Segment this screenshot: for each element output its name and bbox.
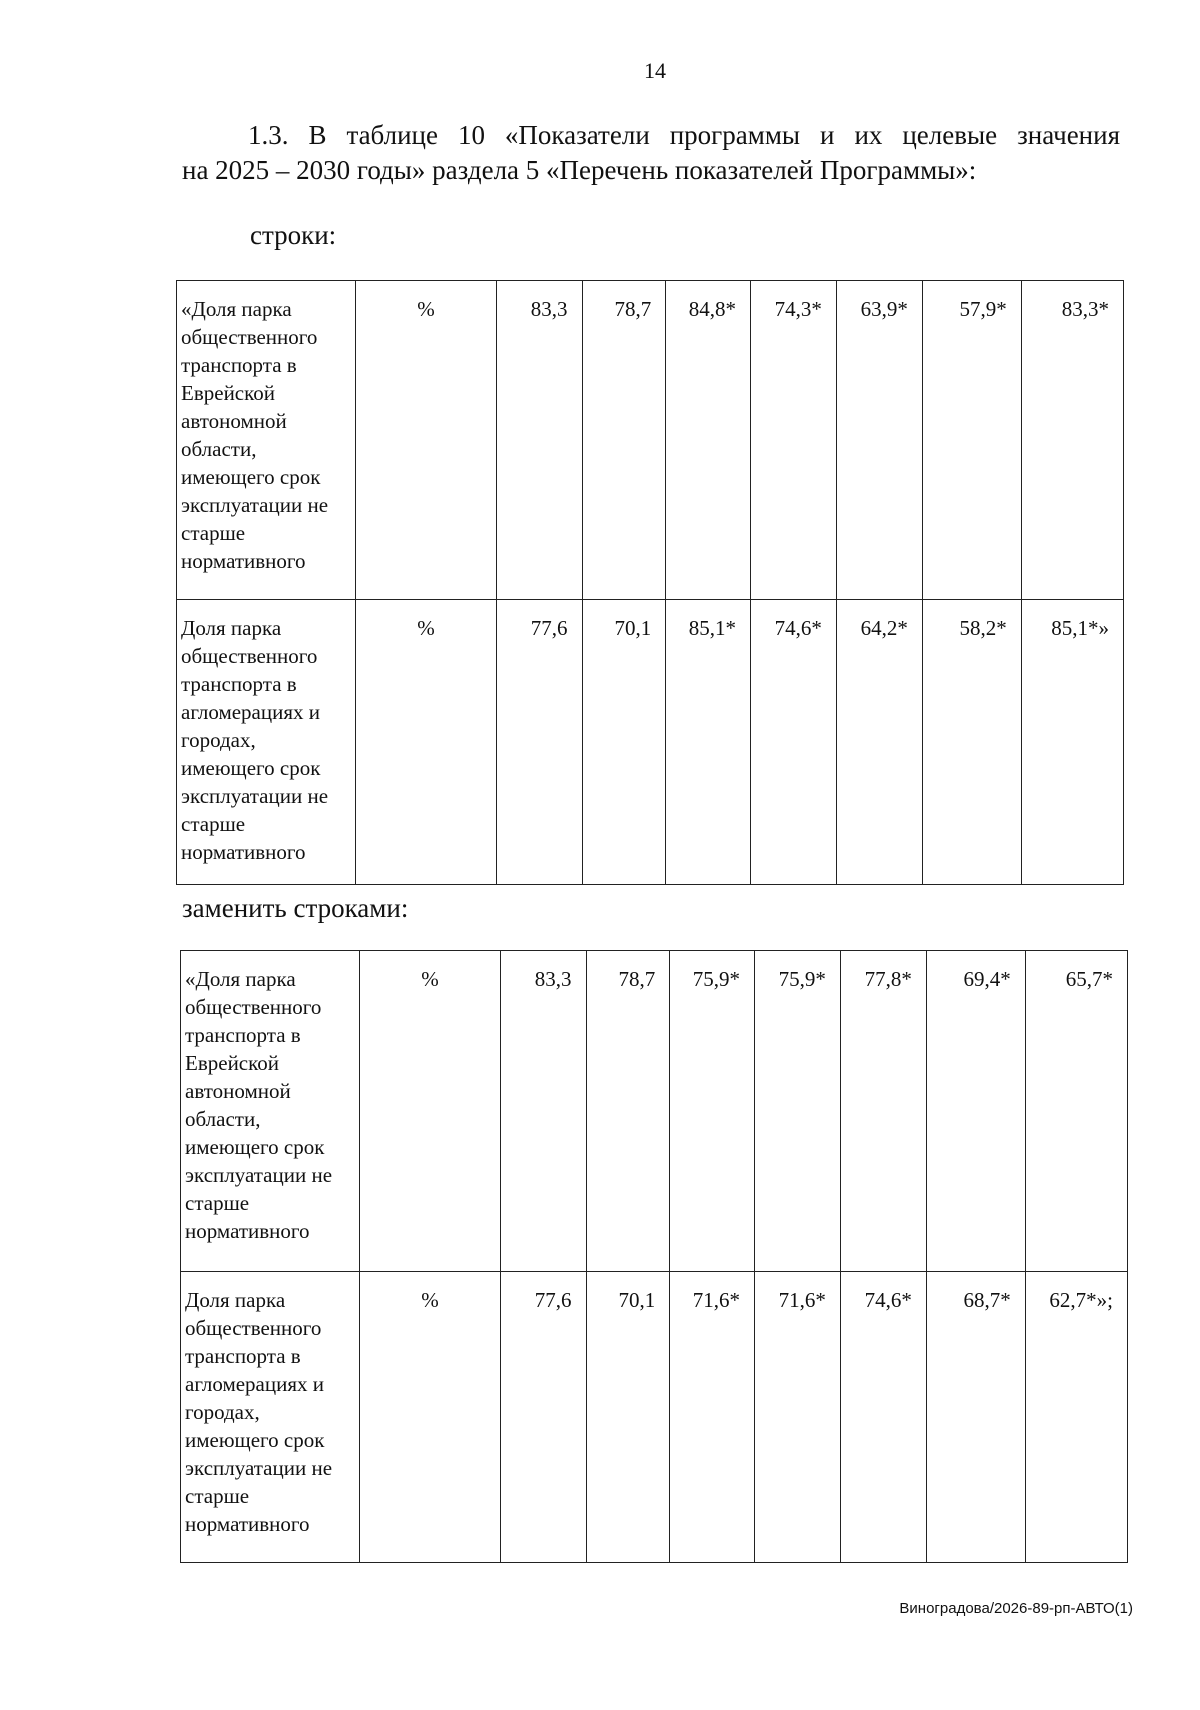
value-cell: 74,6*	[840, 1272, 926, 1563]
value-cell: 63,9*	[836, 281, 922, 600]
unit-cell: %	[360, 951, 500, 1272]
value-cell: 69,4*	[926, 951, 1025, 1272]
document-footer-code: Виноградова/2026-89-рп-АВТО(1)	[899, 1600, 1133, 1617]
value-cell: 75,9*	[755, 951, 841, 1272]
value-cell: 71,6*	[755, 1272, 841, 1563]
value-cell: 77,6	[500, 1272, 586, 1563]
value-cell: 78,7	[582, 281, 666, 600]
intro-line-2: на 2025 – 2030 годы» раздела 5 «Перечень показателей Программы»:	[182, 155, 977, 185]
replace-label: заменить строками:	[182, 893, 409, 923]
value-cell: 62,7*»;	[1025, 1272, 1127, 1563]
value-cell: 78,7	[586, 951, 670, 1272]
value-cell: 85,1*	[666, 600, 751, 885]
value-cell: 74,3*	[751, 281, 837, 600]
new-rows-table	[180, 950, 1128, 1563]
unit-cell: %	[356, 600, 496, 885]
unit-cell: %	[356, 281, 496, 600]
value-cell: 68,7*	[926, 1272, 1025, 1563]
indicator-name: «Доля парка общественного транспорта в Еврейской автономной области, имеющего срок эксплуатации не старше нормативного	[177, 281, 356, 600]
value-cell: 70,1	[582, 600, 666, 885]
value-cell: 85,1*»	[1021, 600, 1123, 885]
indicator-name: «Доля парка общественного транспорта в Еврейской автономной области, имеющего срок эксплуатации не старше нормативного	[181, 951, 360, 1272]
value-cell: 75,9*	[670, 951, 755, 1272]
value-cell: 83,3	[496, 281, 582, 600]
value-cell: 70,1	[586, 1272, 670, 1563]
value-cell: 58,2*	[922, 600, 1021, 885]
table-row	[177, 281, 1124, 600]
value-cell: 64,2*	[836, 600, 922, 885]
page-number: 14	[644, 58, 666, 83]
old-rows-table	[176, 280, 1124, 885]
indicator-name: Доля парка общественного транспорта в агломерациях и городах, имеющего срок эксплуатации не старше нормативного	[181, 1272, 360, 1563]
value-cell: 71,6*	[670, 1272, 755, 1563]
value-cell: 74,6*	[751, 600, 837, 885]
value-cell: 77,8*	[840, 951, 926, 1272]
table-row	[181, 951, 1128, 1272]
indicator-name: Доля парка общественного транспорта в агломерациях и городах, имеющего срок эксплуатации не старше нормативного	[177, 600, 356, 885]
rows-label: строки:	[250, 220, 337, 250]
table-row	[177, 600, 1124, 885]
value-cell: 83,3	[500, 951, 586, 1272]
value-cell: 84,8*	[666, 281, 751, 600]
value-cell: 83,3*	[1021, 281, 1123, 600]
intro-line-1: 1.3. В таблице 10 «Показатели программы и их целевые значения	[248, 120, 1120, 150]
table-row	[181, 1272, 1128, 1563]
value-cell: 65,7*	[1025, 951, 1127, 1272]
value-cell: 57,9*	[922, 281, 1021, 600]
intro-paragraph	[182, 118, 1120, 188]
value-cell: 77,6	[496, 600, 582, 885]
unit-cell: %	[360, 1272, 500, 1563]
